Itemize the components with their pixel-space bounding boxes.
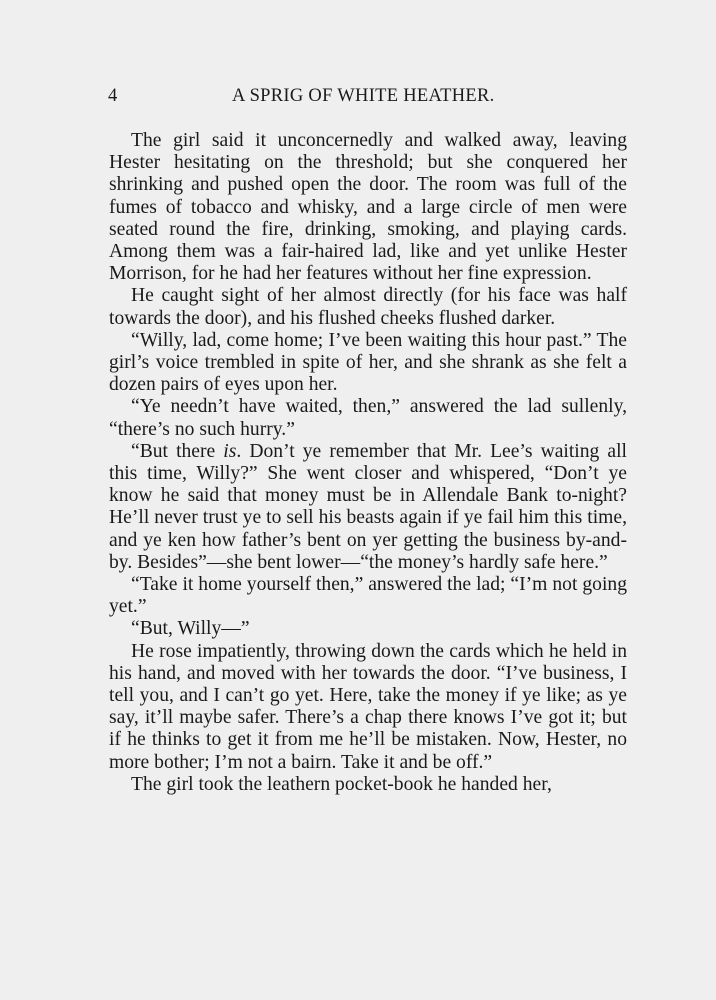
paragraph-text: “But, Willy—” xyxy=(131,618,250,640)
paragraph-text: The girl said it unconcernedly and walked away, leaving Hester hesitating on the threshold; but she conquered her shrinking and pushed open the door. The room was full of the fumes of tobacco and whisky, and a large circle of men were seated round the fire, drinking, smoking, and playing cards. Among them was a fair-haired lad, like and yet unlike Hester Morrison, for he had her features without her fine expression. xyxy=(109,130,627,285)
paragraph xyxy=(109,574,627,618)
paragraph xyxy=(109,774,627,796)
page-number: 4 xyxy=(108,86,118,106)
paragraph xyxy=(109,396,627,440)
paragraph xyxy=(109,330,627,397)
emphasis: is xyxy=(223,440,237,462)
paragraph-text: The girl took the leathern pocket-book he handed her, xyxy=(131,773,552,795)
paragraph-text: He caught sight of her almost directly (for his face was half towards the door), and his flushed cheeks flushed darker. xyxy=(109,285,627,329)
paragraph-text: “But there xyxy=(131,440,224,462)
paragraph-text: “Take it home yourself then,” answered the lad; “I’m not going yet.” xyxy=(109,574,627,618)
running-title: A SPRIG OF WHITE HEATHER. xyxy=(232,86,495,106)
page-header xyxy=(108,86,628,116)
paragraph xyxy=(109,130,627,285)
paragraph-text: “Ye needn’t have waited, then,” answered the lad sullenly, “there’s no such hurry.” xyxy=(109,396,627,440)
body-text xyxy=(109,130,627,796)
paragraph-text: He rose impatiently, throwing down the cards which he held in his hand, and moved with her towards the door. “I’ve business, I tell you, and I can’t go yet. Here, take the money if ye like; as ye say, it’ll maybe safer. There’s a chap there knows I’ve got it; but if he thinks to get it from me he’ll be mistaken. Now, Hester, no more bother; I’m not a bairn. Take it and be off.” xyxy=(109,640,627,773)
paragraph-text: “Willy, lad, come home; I’ve been waiting this hour past.” The girl’s voice trembled in spite of her, and she shrank as she felt a dozen pairs of eyes upon her. xyxy=(109,329,627,396)
paragraph-text: . Don’t ye remember that Mr. Lee’s waiting all this time, Willy?” She went closer and whispered, “Don’t ye know he said that money must be in Allendale Bank to-night? He’ll never trust ye to sell his beasts again if ye fail him this time, and ye ken how father’s bent on yer getting the business by-and-by. Besides”—she bent lower—“the money’s hardly safe here.” xyxy=(109,440,627,573)
paragraph xyxy=(109,285,627,329)
paragraph xyxy=(109,641,627,774)
paragraph xyxy=(109,441,627,574)
paragraph xyxy=(109,618,627,640)
